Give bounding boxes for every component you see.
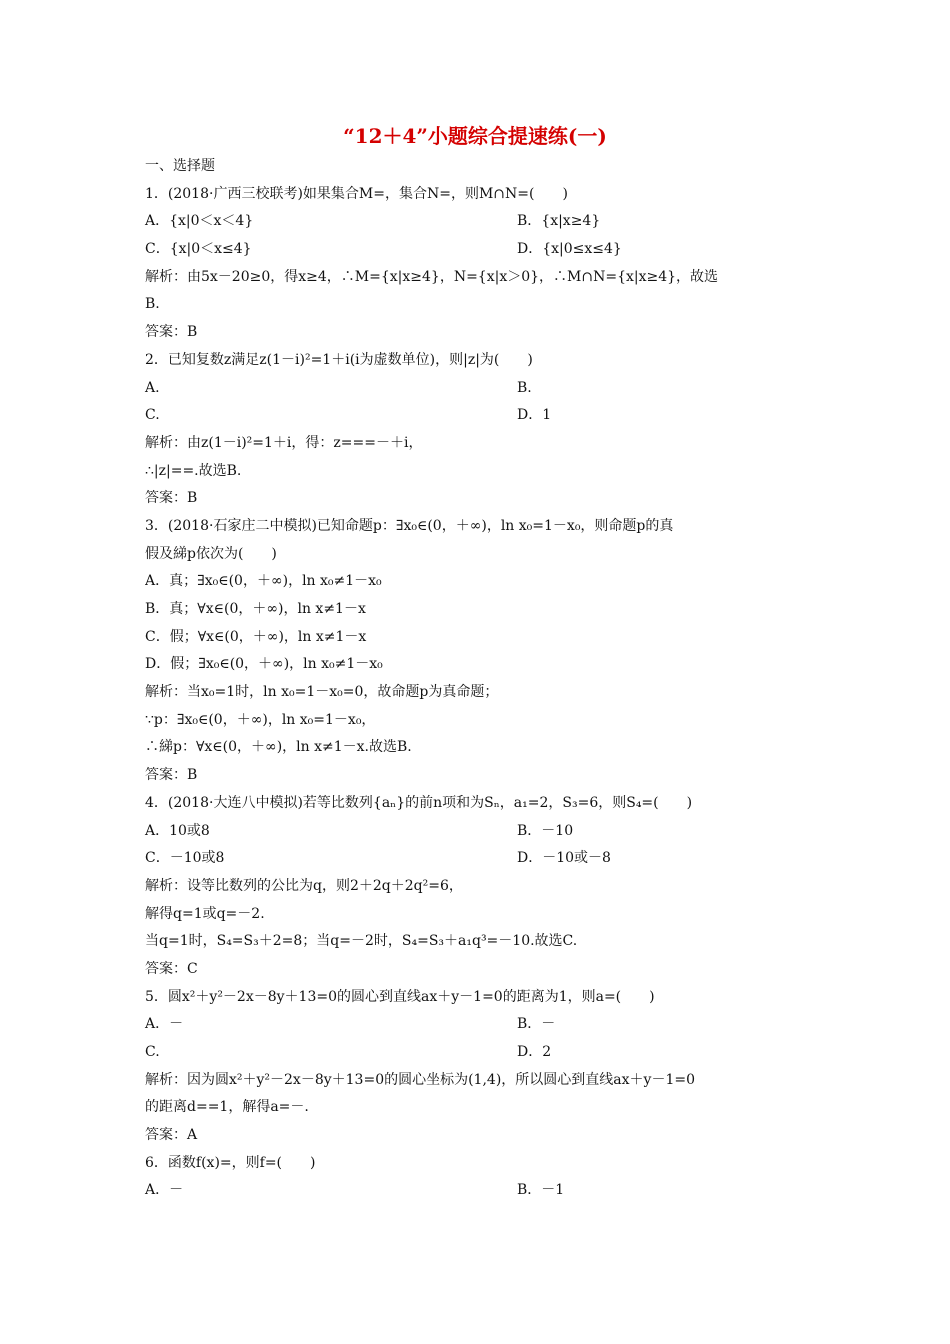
text-line: 解析：当x₀=1时，ln x₀=1－x₀=0，故命题p为真命题； — [145, 684, 499, 701]
text-line: D．假；∃x₀∈(0，＋∞)，ln x₀≠1－x₀ — [145, 656, 383, 673]
option-row — [145, 845, 810, 873]
text-line: 答案：A — [145, 1127, 198, 1144]
text-line: ∵p：∃x₀∈(0，＋∞)，ln x₀=1－x₀， — [145, 711, 376, 728]
option-right: B．－10 — [517, 822, 574, 839]
option-row — [145, 375, 810, 403]
page-title: “12＋4”小题综合提速练(一) — [343, 124, 607, 148]
text-line: B. — [145, 296, 160, 313]
option-left: C. — [145, 407, 160, 424]
option-right: D．{x|0≤x≤4} — [517, 241, 622, 258]
option-left: A. — [145, 379, 160, 396]
text-line: ∴|z|==.故选B. — [145, 462, 242, 479]
text-line: 答案：B — [145, 490, 198, 507]
text-line: C．假；∀x∈(0，＋∞)，ln x≠1－x — [145, 628, 367, 645]
option-left: C．－10或8 — [145, 850, 225, 867]
option-left: A．－ — [145, 1182, 184, 1199]
option-left: A．10或8 — [145, 822, 210, 839]
text-line: 解得q=1或q=－2. — [145, 905, 265, 922]
option-right: B. — [517, 379, 532, 396]
text-line: 6．函数f(x)=，则f=( ) — [145, 1154, 316, 1171]
option-row — [145, 236, 810, 264]
option-right: D．－10或－8 — [517, 850, 611, 867]
text-line: 2．已知复数z满足z(1－i)²=1＋i(i为虚数单位)，则|z|为( ) — [145, 351, 533, 368]
text-line: B．真；∀x∈(0，＋∞)，ln x≠1－x — [145, 601, 366, 617]
text-line: 解析：由z(1－i)²=1＋i，得：z===－＋i， — [145, 434, 423, 451]
text-line: 5．圆x²＋y²－2x－8y＋13=0的圆心到直线ax＋y－1=0的距离为1，则a=( ) — [145, 988, 655, 1005]
option-row — [145, 402, 810, 430]
option-right: B．{x|x≥4} — [517, 213, 601, 230]
option-right: B．－1 — [517, 1182, 565, 1199]
option-row — [145, 1177, 810, 1205]
option-right: D．1 — [517, 407, 552, 424]
text-line: 解析：设等比数列的公比为q，则2＋2q＋2q²=6， — [145, 877, 463, 894]
document-body — [145, 153, 810, 1205]
option-left: C．{x|0＜x≤4} — [145, 241, 252, 258]
text-line: 答案：C — [145, 960, 198, 977]
text-line: 答案：B — [145, 767, 198, 784]
text-line: 3．(2018·石家庄二中模拟)已知命题p：∃x₀∈(0，＋∞)，ln x₀=1－x₀，则命题p的真 — [145, 517, 674, 534]
text-line: 一、选择题 — [145, 158, 215, 174]
text-line: ∴綈p：∀x∈(0，＋∞)，ln x≠1－x.故选B. — [145, 739, 412, 756]
text-line: A．真；∃x₀∈(0，＋∞)，ln x₀≠1－x₀ — [145, 573, 382, 590]
text-line: 解析：因为圆x²＋y²－2x－8y＋13=0的圆心坐标为(1,4)，所以圆心到直线ax＋y－1=0 — [145, 1071, 695, 1088]
option-right: B．－ — [517, 1016, 556, 1033]
option-right: D．2 — [517, 1044, 552, 1060]
text-line: 当q=1时，S₄=S₃＋2=8；当q=－2时，S₄=S₃＋a₁q³=－10.故选C. — [145, 933, 578, 950]
text-line: 解析：由5x－20≥0，得x≥4，∴M={x|x≥4}，N={x|x＞0}，∴M∩N={x|x≥4}，故选 — [145, 268, 719, 285]
option-left: A．－ — [145, 1016, 184, 1033]
text-line: 假及綈p依次为( ) — [145, 545, 277, 562]
option-left: A．{x|0＜x＜4} — [145, 213, 254, 230]
option-left: C. — [145, 1044, 160, 1060]
option-row — [145, 208, 810, 236]
text-line: 的距离d==1，解得a=－. — [145, 1099, 309, 1116]
text-line: 答案：B — [145, 324, 198, 341]
text-line: 4．(2018·大连八中模拟)若等比数列{aₙ}的前n项和为Sₙ，a₁=2，S₃=6，则S₄=( ) — [145, 794, 693, 811]
option-row — [145, 1011, 810, 1039]
option-row — [145, 1039, 810, 1067]
option-row — [145, 818, 810, 846]
text-line: 1．(2018·广西三校联考)如果集合M=，集合N=，则M∩N=( ) — [145, 185, 568, 202]
